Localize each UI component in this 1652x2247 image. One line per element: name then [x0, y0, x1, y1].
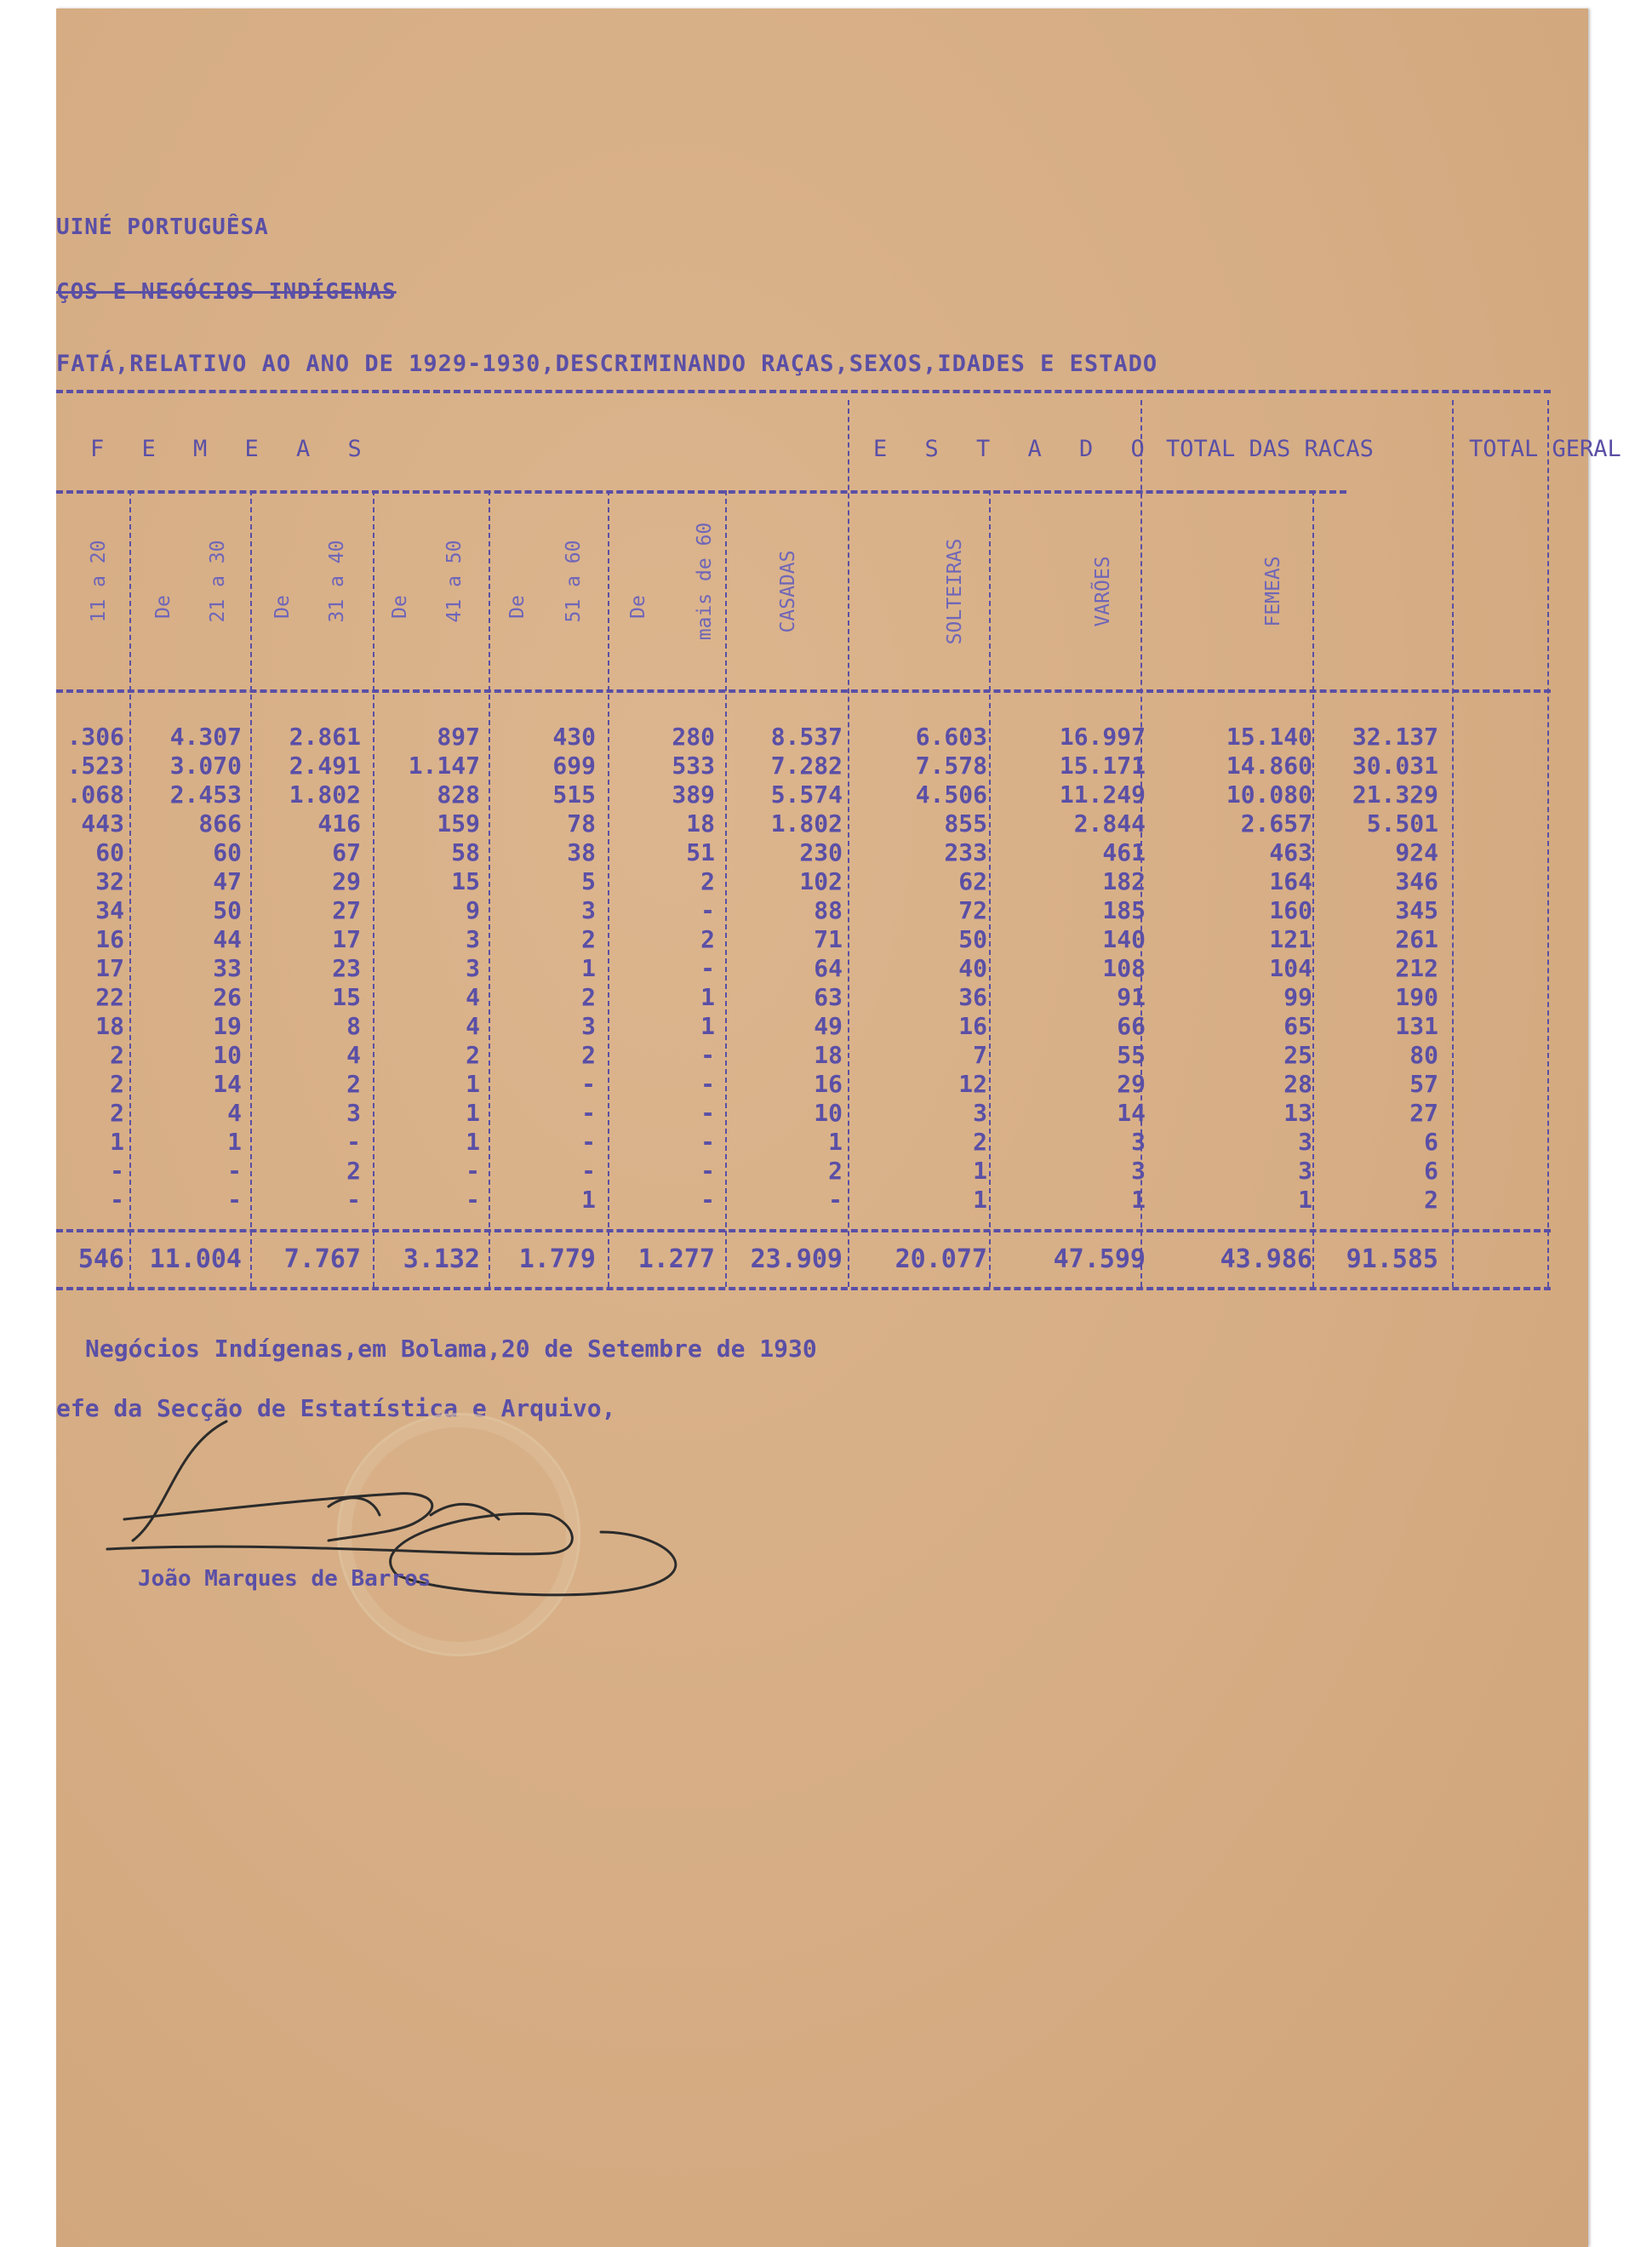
header-title: FATÁ,RELATIVO AO ANO DE 1929-1930,DESCRIMINANDO RAÇAS,SEXOS,IDADES E ESTADO — [56, 351, 1158, 377]
table-cell: 1 — [973, 1156, 987, 1185]
table-row — [56, 1098, 1438, 1127]
group-total-racas: TOTAL DAS RACAS — [1166, 436, 1374, 462]
table-cell: - — [700, 1069, 715, 1098]
table-cell: .068 — [66, 780, 124, 809]
table-cell: 1 — [581, 953, 596, 982]
table-row — [56, 924, 1438, 953]
table-cell: - — [346, 1127, 361, 1156]
rule-bottom — [56, 1287, 1551, 1290]
table-cell: 159 — [437, 809, 480, 838]
total-cell: 3.132 — [403, 1244, 480, 1274]
table-cell: - — [581, 1069, 596, 1098]
table-cell: 21.329 — [1352, 780, 1438, 809]
table-cell: 2 — [110, 1040, 124, 1069]
table-cell: 212 — [1395, 953, 1438, 982]
table-row — [56, 1156, 1438, 1185]
table-cell: 8.537 — [770, 722, 843, 751]
table-cell: 47 — [213, 866, 242, 895]
table-row — [56, 1127, 1438, 1156]
table-cell: - — [581, 1127, 596, 1156]
table-cell: 5 — [581, 866, 596, 895]
table-cell: 27 — [332, 895, 361, 924]
table-cell: 15.171 — [1059, 751, 1146, 780]
table-cell: 121 — [1269, 924, 1312, 953]
table-cell: 3 — [581, 1011, 596, 1040]
table-cell: 29 — [1117, 1069, 1146, 1098]
table-cell: 33 — [213, 953, 242, 982]
table-cell: 699 — [552, 751, 596, 780]
table-cell: 8 — [346, 1011, 361, 1040]
total-cell: 91.585 — [1346, 1244, 1438, 1274]
table-cell: 22 — [95, 982, 124, 1011]
colhead-solteiras: SOLTEIRAS — [944, 538, 966, 645]
table-cell: 5.501 — [1366, 809, 1438, 838]
table-cell: 430 — [552, 722, 596, 751]
table-cell: 49 — [814, 1011, 843, 1040]
table-cell: 443 — [81, 809, 124, 838]
table-cell: 463 — [1269, 838, 1312, 866]
table-cell: 10.080 — [1226, 780, 1312, 809]
table-cell: 108 — [1102, 953, 1146, 982]
table-cell: 38 — [567, 838, 596, 866]
colhead-varoes: VARÕES — [1092, 556, 1114, 627]
table-cell: 13 — [1283, 1098, 1312, 1127]
table-cell: 32 — [95, 866, 124, 895]
table-cell: 345 — [1395, 895, 1438, 924]
col-sep — [1547, 400, 1549, 1287]
total-cell: 23.909 — [750, 1244, 843, 1274]
table-cell: 44 — [213, 924, 242, 953]
table-cell: 140 — [1102, 924, 1146, 953]
table-cell: 2.453 — [169, 780, 242, 809]
colhead-mais-60-de: De — [627, 595, 649, 619]
table-cell: 14 — [1117, 1098, 1146, 1127]
table-cell: 2.657 — [1240, 809, 1312, 838]
table-cell: 7 — [973, 1040, 987, 1069]
table-cell: - — [700, 1185, 715, 1214]
table-cell: 2 — [973, 1127, 987, 1156]
table-cell: 14.860 — [1226, 751, 1312, 780]
table-cell: - — [466, 1156, 480, 1185]
table-cell: 26 — [213, 982, 242, 1011]
table-cell: 36 — [958, 982, 987, 1011]
table-cell: 2 — [581, 924, 596, 953]
table-cell: 3 — [581, 895, 596, 924]
table-cell: 16.997 — [1059, 722, 1146, 751]
col-sep — [1452, 400, 1454, 1287]
table-cell: 346 — [1395, 866, 1438, 895]
table-cell: - — [227, 1156, 242, 1185]
table-cell: 10 — [213, 1040, 242, 1069]
colhead-31-40: 31 a 40 — [326, 540, 348, 623]
table-row — [56, 780, 1438, 809]
table-cell: 6 — [1424, 1127, 1438, 1156]
table-cell: 29 — [332, 866, 361, 895]
table-cell: 18 — [814, 1040, 843, 1069]
header-department: ÇOS E NEGÓCIOS INDÍGENAS — [56, 279, 397, 305]
table-cell: 2 — [110, 1069, 124, 1098]
table-cell: 230 — [799, 838, 843, 866]
colhead-mais-60: mais de 60 — [694, 522, 716, 641]
table-cell: 3 — [466, 953, 480, 982]
table-cell: 461 — [1102, 838, 1146, 866]
rule-head-bottom — [56, 689, 1551, 693]
total-cell: 47.599 — [1053, 1244, 1146, 1274]
table-cell: - — [700, 1127, 715, 1156]
table-cell: 1 — [110, 1127, 124, 1156]
footer-place-date: Negócios Indígenas,em Bolama,20 de Setembre de 1930 — [85, 1335, 817, 1363]
table-cell: 17 — [95, 953, 124, 982]
table-cell: 3 — [973, 1098, 987, 1127]
table-cell: 102 — [799, 866, 843, 895]
table-cell: 15 — [332, 982, 361, 1011]
table-cell: 416 — [317, 809, 361, 838]
header-colony: UINÉ PORTUGUÊSA — [56, 214, 269, 240]
table-cell: 12 — [958, 1069, 987, 1098]
table-cell: 18 — [686, 809, 715, 838]
table-cell: 16 — [814, 1069, 843, 1098]
table-cell: - — [466, 1185, 480, 1214]
table-cell: 72 — [958, 895, 987, 924]
table-cell: - — [110, 1156, 124, 1185]
table-cell: - — [700, 953, 715, 982]
group-femeas: F E M E A S — [90, 436, 374, 462]
table-cell: 50 — [958, 924, 987, 953]
table-cell: 3 — [1298, 1156, 1312, 1185]
table-cell: 131 — [1395, 1011, 1438, 1040]
table-cell: - — [581, 1156, 596, 1185]
table-cell: 3 — [1131, 1156, 1146, 1185]
table-cell: - — [700, 1156, 715, 1185]
table-cell: 1 — [828, 1127, 843, 1156]
table-cell: 51 — [686, 838, 715, 866]
table-cell: 104 — [1269, 953, 1312, 982]
table-cell: 99 — [1283, 982, 1312, 1011]
table-cell: 15 — [451, 866, 480, 895]
table-cell: 25 — [1283, 1040, 1312, 1069]
table-cell: - — [700, 1040, 715, 1069]
table-cell: .306 — [66, 722, 124, 751]
table-cell: 2.861 — [289, 722, 361, 751]
table-cell: 32.137 — [1352, 722, 1438, 751]
table-cell: 855 — [944, 809, 987, 838]
table-cell: 2 — [581, 982, 596, 1011]
table-cell: 4 — [466, 1011, 480, 1040]
table-cell: - — [227, 1185, 242, 1214]
table-cell: 828 — [437, 780, 480, 809]
table-cell: 1 — [466, 1127, 480, 1156]
table-cell: 533 — [672, 751, 715, 780]
table-cell: - — [828, 1185, 843, 1214]
total-cell: 1.779 — [518, 1244, 596, 1274]
table-row — [56, 1185, 1438, 1214]
colhead-21-30-de: De — [152, 595, 174, 619]
table-row — [56, 953, 1438, 982]
document-page — [56, 9, 1621, 2247]
table-cell: 71 — [814, 924, 843, 953]
table-cell: 897 — [437, 722, 480, 751]
table-cell: 16 — [958, 1011, 987, 1040]
colhead-31-40-de: De — [272, 595, 294, 619]
table-cell: 27 — [1409, 1098, 1438, 1127]
table-cell: 3 — [346, 1098, 361, 1127]
table-cell: 5.574 — [770, 780, 843, 809]
table-cell: 185 — [1102, 895, 1146, 924]
table-cell: 9 — [466, 895, 480, 924]
table-cell: 4 — [227, 1098, 242, 1127]
table-cell: 57 — [1409, 1069, 1438, 1098]
table-cell: 4 — [466, 982, 480, 1011]
colhead-11-20: 11 a 20 — [88, 540, 110, 623]
total-cell: 1.277 — [637, 1244, 715, 1274]
colhead-femeas: FEMEAS — [1262, 556, 1284, 627]
table-cell: 15.140 — [1226, 722, 1312, 751]
table-cell: 1.802 — [289, 780, 361, 809]
table-cell: 2.844 — [1073, 809, 1146, 838]
table-cell: 67 — [332, 838, 361, 866]
colhead-21-30: 21 a 30 — [207, 540, 229, 623]
group-total-geral: TOTAL GERAL — [1469, 436, 1621, 462]
table-cell: 28 — [1283, 1069, 1312, 1098]
colhead-41-50: 41 a 50 — [443, 540, 466, 623]
table-cell: 3 — [1298, 1127, 1312, 1156]
group-estado: E S T A D O — [873, 436, 1157, 462]
table-cell: 3.070 — [169, 751, 242, 780]
table-cell: 2 — [110, 1098, 124, 1127]
table-cell: 924 — [1395, 838, 1438, 866]
table-row — [56, 1040, 1438, 1069]
table-cell: 34 — [95, 895, 124, 924]
table-cell: 62 — [958, 866, 987, 895]
table-cell: 19 — [213, 1011, 242, 1040]
table-cell: 16 — [95, 924, 124, 953]
table-cell: 7.282 — [770, 751, 843, 780]
table-cell: 3 — [1131, 1127, 1146, 1156]
table-cell: 1 — [466, 1069, 480, 1098]
footer-signatory-name: João Marques de Barros — [138, 1566, 432, 1592]
table-cell: 2 — [581, 1040, 596, 1069]
table-row — [56, 751, 1438, 780]
colhead-41-50-de: De — [389, 595, 411, 619]
table-cell: 2 — [466, 1040, 480, 1069]
table-cell: 40 — [958, 953, 987, 982]
table-cell: 1 — [700, 1011, 715, 1040]
table-cell: 91 — [1117, 982, 1146, 1011]
table-cell: 182 — [1102, 866, 1146, 895]
table-cell: - — [581, 1098, 596, 1127]
table-cell: 190 — [1395, 982, 1438, 1011]
table-cell: 2 — [828, 1156, 843, 1185]
table-cell: 88 — [814, 895, 843, 924]
table-cell: 2.491 — [289, 751, 361, 780]
table-row — [56, 866, 1438, 895]
table-cell: 10 — [814, 1098, 843, 1127]
table-cell: 30.031 — [1352, 751, 1438, 780]
table-cell: 4 — [346, 1040, 361, 1069]
table-cell: 55 — [1117, 1040, 1146, 1069]
table-cell: 866 — [198, 809, 242, 838]
table-cell: 60 — [95, 838, 124, 866]
table-cell: - — [700, 895, 715, 924]
table-row — [56, 838, 1438, 866]
data-table — [56, 722, 1438, 1214]
table-row — [56, 1011, 1438, 1040]
table-cell: 1 — [1131, 1185, 1146, 1214]
table-cell: 60 — [213, 838, 242, 866]
table-row — [56, 895, 1438, 924]
table-row — [56, 982, 1438, 1011]
table-cell: 1 — [227, 1127, 242, 1156]
total-cell: 546 — [77, 1244, 124, 1274]
table-cell: - — [346, 1185, 361, 1214]
table-cell: 1 — [700, 982, 715, 1011]
table-cell: 261 — [1395, 924, 1438, 953]
total-cell: 11.004 — [149, 1244, 242, 1274]
total-cell: 7.767 — [283, 1244, 361, 1274]
table-cell: 18 — [95, 1011, 124, 1040]
table-cell: 2 — [700, 866, 715, 895]
total-cell: 20.077 — [895, 1244, 987, 1274]
table-cell: 65 — [1283, 1011, 1312, 1040]
table-cell: 164 — [1269, 866, 1312, 895]
table-cell: 2 — [346, 1069, 361, 1098]
table-cell: 280 — [672, 722, 715, 751]
table-cell: 1.147 — [408, 751, 480, 780]
colhead-51-60: 51 a 60 — [563, 540, 585, 623]
table-cell: 64 — [814, 953, 843, 982]
table-cell: 1 — [1298, 1185, 1312, 1214]
table-cell: 17 — [332, 924, 361, 953]
rule-before-totals — [56, 1229, 1551, 1232]
footer-role: efe da Secção de Estatística e Arquivo, — [56, 1394, 616, 1422]
table-cell: 2 — [1424, 1185, 1438, 1214]
table-cell: - — [110, 1185, 124, 1214]
table-cell: 80 — [1409, 1040, 1438, 1069]
colhead-casadas: CASADAS — [777, 550, 799, 633]
table-cell: 7.578 — [915, 751, 987, 780]
table-body — [56, 722, 1438, 1214]
table-cell: 23 — [332, 953, 361, 982]
table-row — [56, 1069, 1438, 1098]
table-cell: 11.249 — [1059, 780, 1146, 809]
table-cell: 63 — [814, 982, 843, 1011]
table-cell: 6.603 — [915, 722, 987, 751]
table-cell: 160 — [1269, 895, 1312, 924]
table-cell: 515 — [552, 780, 596, 809]
table-row — [56, 722, 1438, 751]
table-cell: 389 — [672, 780, 715, 809]
table-cell: 78 — [567, 809, 596, 838]
table-cell: .523 — [66, 751, 124, 780]
total-cell: 43.986 — [1220, 1244, 1312, 1274]
table-cell: 2 — [346, 1156, 361, 1185]
table-cell: 14 — [213, 1069, 242, 1098]
handwritten-signature — [73, 1413, 822, 1626]
colhead-51-60-de: De — [506, 595, 529, 619]
table-cell: 4.506 — [915, 780, 987, 809]
table-row — [56, 809, 1438, 838]
table-cell: 58 — [451, 838, 480, 866]
table-cell: 6 — [1424, 1156, 1438, 1185]
table-cell: 4.307 — [169, 722, 242, 751]
table-cell: 1 — [973, 1185, 987, 1214]
rule-top — [56, 390, 1551, 393]
table-cell: 1 — [466, 1098, 480, 1127]
table-cell: 1.802 — [770, 809, 843, 838]
table-cell: 3 — [466, 924, 480, 953]
table-cell: 233 — [944, 838, 987, 866]
table-cell: 1 — [581, 1185, 596, 1214]
table-cell: - — [700, 1098, 715, 1127]
table-cell: 2 — [700, 924, 715, 953]
table-cell: 66 — [1117, 1011, 1146, 1040]
table-cell: 50 — [213, 895, 242, 924]
